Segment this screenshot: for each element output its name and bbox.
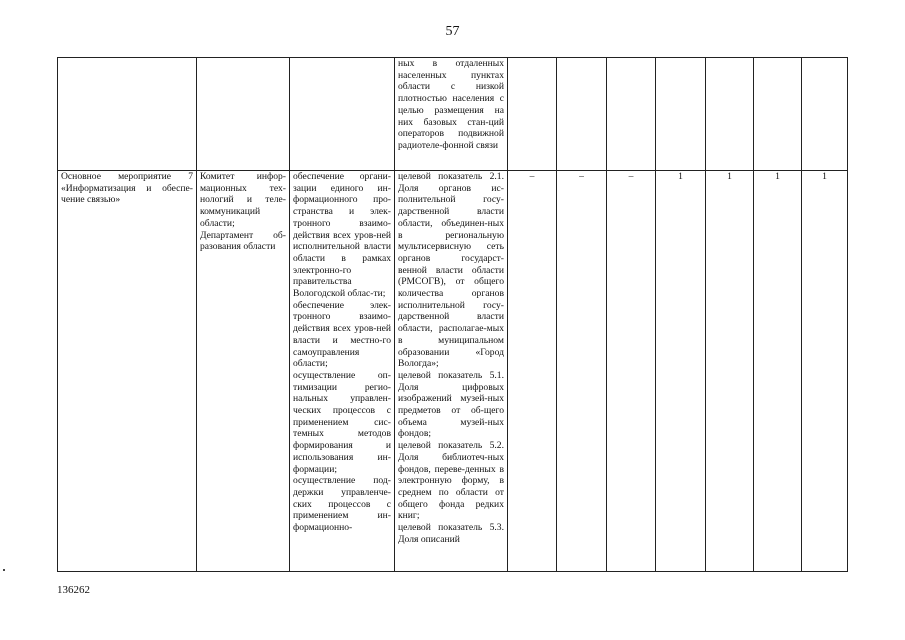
value-cell-2: – bbox=[557, 171, 607, 572]
value-cell-1: – bbox=[508, 171, 557, 572]
measure-cell bbox=[58, 171, 197, 572]
tasks-cell-empty bbox=[290, 58, 395, 171]
value-cell-empty bbox=[508, 58, 557, 171]
value-cell-6: 1 bbox=[754, 171, 802, 572]
value-cell-empty bbox=[607, 58, 656, 171]
document-code: 136262 bbox=[57, 584, 90, 596]
value-cell-empty bbox=[754, 58, 802, 171]
executor-cell bbox=[197, 171, 290, 572]
indicators-cell bbox=[395, 171, 508, 572]
indicators-text: целевой показатель 2.1. Доля органов ис-полнительной госу-дарственной власти области, объединен-ных в региональную мультисервисную сеть органов государст-венной власти области (РМСОГВ), от общего количества органов исполнительной госу-дарственной власти области, располагае-мых в муниципальном образовании «Город Вологда»; целевой показатель 5.1. Доля цифровых изображений музей-ных предметов от об-щего объема музей-ных фондов; целевой показатель 5.2. Доля библиотеч-ных фондов, переве-денных в электронную форму, в среднем по области от общего фонда редких книг; целевой показатель 5.3. Доля описаний bbox=[398, 171, 504, 545]
value-cell-7: 1 bbox=[802, 171, 848, 572]
value-cell-3: – bbox=[607, 171, 656, 572]
measure-cell-empty bbox=[58, 58, 197, 171]
table-row-main-measure-7 bbox=[58, 171, 848, 572]
page-number: 57 bbox=[445, 24, 460, 39]
value-cell-empty bbox=[656, 58, 706, 171]
scan-mark bbox=[3, 569, 5, 571]
indicator-cell-continued bbox=[395, 58, 508, 171]
executor-cell-empty bbox=[197, 58, 290, 171]
program-table bbox=[57, 57, 848, 572]
measure-text: Основное мероприятие 7 «Информатизация и обеспе-чение связью» bbox=[61, 171, 193, 206]
table-row-continuation bbox=[58, 58, 848, 171]
value-cell-empty bbox=[706, 58, 754, 171]
value-cell-empty bbox=[557, 58, 607, 171]
value-cell-empty bbox=[802, 58, 848, 171]
indicator-continued-text: ных в отдаленных населенных пунктах области с низкой плотностью населения с целью размещения на них базовых стан-ций операторов подвижной радиотеле-фонной связи bbox=[398, 58, 504, 151]
value-cell-5: 1 bbox=[706, 171, 754, 572]
tasks-text: обеспечение органи-зации единого ин-формационного про-странства и элек-тронного взаимо-действия всех уров-ней исполнительной власти области в рамках электронно-го правительства Вологодской облас-ти; обеспечение элек-тронного взаимо-действия всех уров-ней власти и местно-го самоуправления области; осуществление оп-тимизации регио-нальных управлен-ческих процессов с применением сис-темных методов формирования и использования ин-формации; осуществление под-держки управленче-ских процессов с применением ин-формационно- bbox=[293, 171, 391, 534]
executor-text: Комитет инфор-мационных тех-нологий и теле-коммуникаций области; Департамент об-разования области bbox=[200, 171, 286, 253]
value-cell-4: 1 bbox=[656, 171, 706, 572]
tasks-cell bbox=[290, 171, 395, 572]
